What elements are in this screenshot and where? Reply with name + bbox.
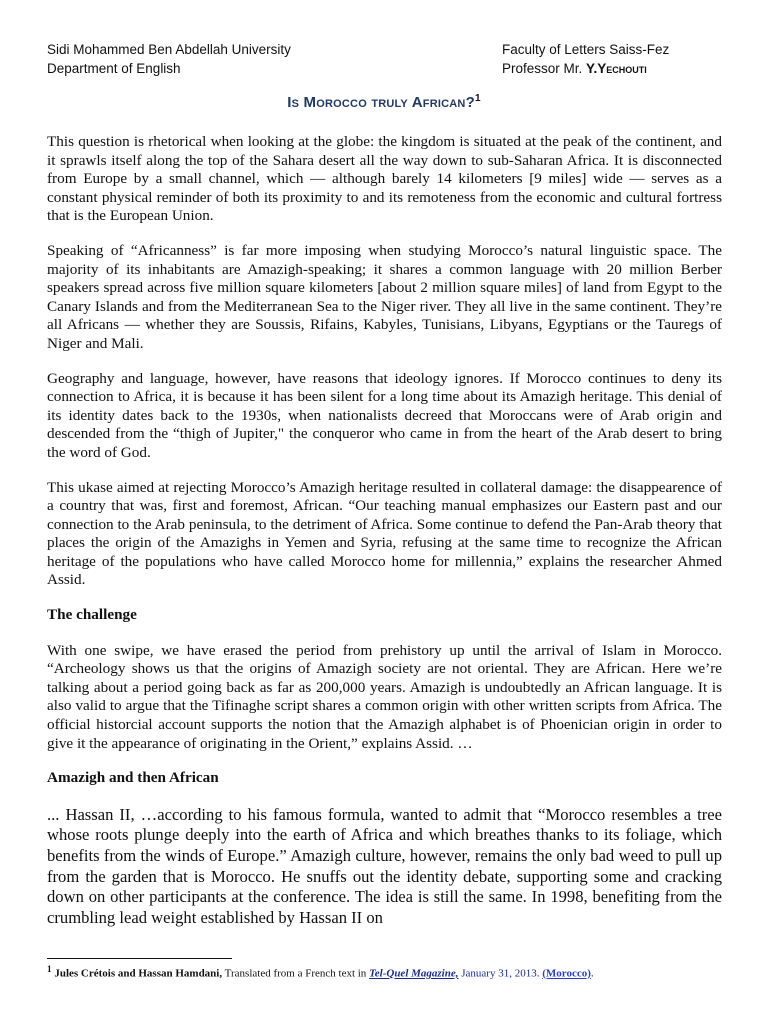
footnote: [47, 962, 727, 981]
paragraph: Geography and language, however, have reasons that ideology ignores. If Morocco continues to deny its connection to Africa, it is because it has been silent for a long time about its Amazigh heritage. This denial of its identity dates back to the 1930s, when nationalists decreed that Moroccans were of Arab origin and descended from the “thigh of Jupiter," the conqueror who came in from the heart of the Arab desert to bring the word of God.: [47, 369, 722, 461]
header-left: [47, 40, 291, 78]
section-heading-challenge: The challenge: [47, 606, 137, 624]
paragraph: This question is rhetorical when looking at the globe: the kingdom is situated at the peak of the continent, and it sprawls itself along the top of the Sahara desert all the way down to sub-Saharan Africa. It is disconnected from Europe by a small channel, which — although barely 14 kilometers [9 miles] wide — serves as a constant physical reminder of both its proximity to and its remoteness from the economic and cultural fortress that is the European Union.: [47, 133, 722, 225]
professor-prefix: Professor Mr.: [502, 61, 587, 76]
footnote-end: .: [590, 967, 594, 980]
document-body: [47, 133, 722, 928]
title-footnote-ref: 1: [474, 93, 481, 104]
footnote-translated: Translated from a French text in: [222, 967, 370, 980]
title-text: Is Morocco truly African?: [287, 94, 475, 111]
footnote-date: January 31, 2013.: [458, 967, 543, 980]
paragraph: This ukase aimed at rejecting Morocco’s Amazigh heritage resulted in collateral damage: the disappearence of a country that was, first and foremost, African. “Our teaching manual emphasizes our Eastern past and our connection to the Arab peninsula, to the detriment of Africa. Some continue to defend the Pan-Arab theory that places the origin of the Amazighs in Yemen and Syria, refusing at the same time to recognize the African heritage of the populations who have called Morocco home for millennia,” explains the researcher Ahmed Assid.: [47, 478, 722, 589]
footnote-number: 1: [47, 964, 52, 974]
header-right: [502, 40, 669, 78]
university-name: Sidi Mohammed Ben Abdellah University: [47, 42, 291, 57]
department-name: Department of English: [47, 61, 181, 76]
professor-name: Y.Yechouti: [586, 61, 647, 76]
paragraph: ... Hassan II, …according to his famous formula, wanted to admit that “Morocco resembles a tree whose roots plunge deeply into the earth of Africa and which breathes thanks to its foliage, which benefits from the winds of Europe.” Amazigh culture, however, remains the only bad weed to pull up from the garden that is Morocco. He snuffs out the identity debate, supporting some and cracking down on other participants at the conference. The idea is still the same. In 1998, benefiting from the crumbling lead weight established by Hassan II on: [47, 804, 722, 927]
section-heading-amazigh: Amazigh and then African: [47, 769, 219, 787]
paragraph: With one swipe, we have erased the period from prehistory up until the arrival of Islam in Morocco. “Archeology shows us that the origins of Amazigh society are not oriental. They are African. Here we’re talking about a period going back as far as 200,000 years. Amazigh is undoubtedly an African language. It is also valid to argue that the Tifinaghe script shares a common origin with other written scripts from Africa. The official historcial account supports the notion that the Amazigh alphabet is of Phoenician origin in order to give it the appearance of originating in the Orient,” explains Assid. …: [47, 641, 722, 752]
footnote-morocco-link[interactable]: (Morocco): [542, 967, 591, 980]
document-title: [0, 93, 768, 111]
footnote-authors: Jules Crétois and Hassan Hamdani,: [54, 967, 223, 980]
footnote-divider: [47, 958, 232, 959]
professor-line: [502, 59, 669, 78]
paragraph: Speaking of “Africanness” is far more imposing when studying Morocco’s natural linguistic space. The majority of its inhabitants are Amazigh-speaking; it shares a common language with 20 million Berber speakers spread across five million square kilometers [about 2 million square miles] of land from Egypt to the Canary Islands and from the Mediterranean Sea to the Niger river. They all live in the same continent. They’re all Africans — whether they are Soussis, Rifains, Kabyles, Tunisians, Libyans, Egyptians or the Tauregs of Niger and Mali.: [47, 241, 722, 352]
faculty-name: Faculty of Letters Saiss-Fez: [502, 42, 670, 57]
footnote-magazine-link[interactable]: Tel-Quel Magazine,: [369, 967, 459, 980]
